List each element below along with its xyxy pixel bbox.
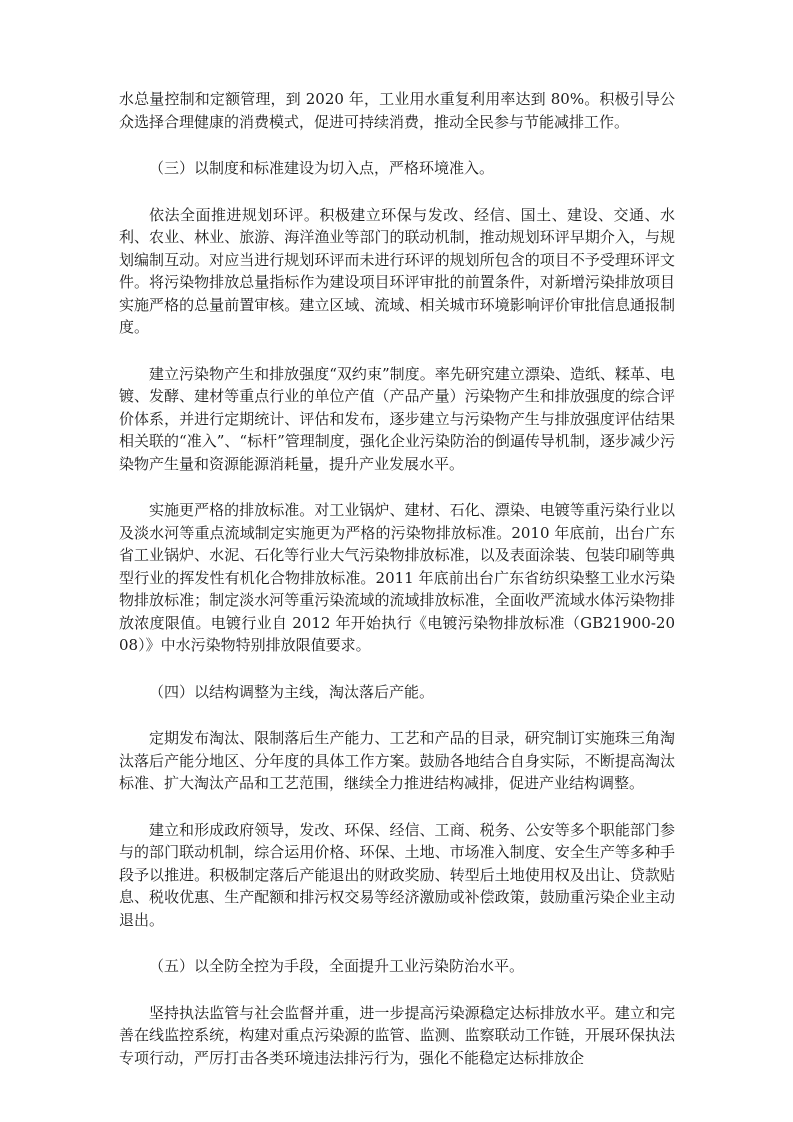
document-body — [119, 88, 675, 1093]
paragraph-enforcement: 坚持执法监管与社会监督并重，进一步提高污染源稳定达标排放水平。建立和完善在线监控系统，构建对重点污染源的监管、监测、监察联动工作链，开展环保执法专项行动，严厉打击各类环境违法排污行为，强化不能稳定达标排放企 — [119, 1003, 675, 1067]
section-heading-3: （三）以制度和标准建设为切入点，严格环境准入。 — [149, 159, 495, 177]
paragraph-planning-eia: 依法全面推进规划环评。积极建立环保与发改、经信、国土、建设、交通、水利、农业、林业、旅游、海洋渔业等部门的联动机制，推动规划环评早期介入，与规划编制互动。对应当进行规划环评而未进行环评的规划所包含的项目不予受理环评文件。将污染物排放总量指标作为建设项目环评审批的前置条件，对新增污染排放项目实施严格的总量前置审核。建立区域、流域、相关城市环境影响评价审批信息通报制度。 — [119, 205, 675, 336]
paragraph-continued: 水总量控制和定额管理，到 2020 年，工业用水重复利用率达到 80%。积极引导公众选择合理健康的消费模式，促进可持续消费，推动全民参与节能减排工作。 — [119, 90, 675, 131]
section-heading-5: （五）以全防全控为手段，全面提升工业污染防治水平。 — [149, 957, 525, 975]
paragraph-dual-constraint: 建立污染物产生和排放强度“双约束”制度。率先研究建立漂染、造纸、糅革、电镀、发酵、建材等重点行业的单位产值（产品产量）污染物产生和排放强度的综合评价体系，并进行定期统计、评估和发布，逐步建立与污染物产生与排放强度评估结果相关联的“准入”、“标杆”管理制度，强化企业污染防治的倒逼传导机制，逐步减少污染物产生量和资源能源消耗量，提升产业发展水平。 — [119, 364, 675, 473]
paragraph-linkage-mechanism: 建立和形成政府领导，发改、环保、经信、工商、税务、公安等多个职能部门参与的部门联动机制，综合运用价格、环保、土地、市场准入制度、安全生产等多种手段予以推进。积极制定落后产能退出的财政奖励、转型后土地使用权及出让、贷款贴息、税收优惠、生产配额和排污权交易等经济激励或补偿政策，鼓励重污染企业主动退出。 — [119, 820, 675, 929]
section-heading-4: （四）以结构调整为主线，淘汰落后产能。 — [149, 682, 435, 701]
paragraph-emission-standards: 实施更严格的排放标准。对工业锅炉、建材、石化、漂染、电镀等重污染行业以及淡水河等重点流域制定实施更为严格的污染物排放标准。2010 年底前，出台广东省工业锅炉、水泥、石化等行业大气污染物排放标准，以及表面涂装、包装印刷等典型行业的挥发性有机化合物排放标准。2011 年底前出台广东省纺织染整工业水污染物排放标准；制定淡水河等重污染流域的流域排放标准，全面收严流域水体污染物排放浓度限值。电镀行业自 2012 年开始执行《电镀污染物排放标准（GB21900-2008）》中水污染物特别排放限值要求。 — [119, 501, 675, 654]
paragraph-obsolete-capacity: 定期发布淘汰、限制落后生产能力、工艺和产品的目录，研究制订实施珠三角淘汰落后产能分地区、分年度的具体工作方案。鼓励各地结合自身实际，不断提高淘汰标准、扩大淘汰产品和工艺范围，继续全力推进结构减排，促进产业结构调整。 — [119, 729, 675, 792]
